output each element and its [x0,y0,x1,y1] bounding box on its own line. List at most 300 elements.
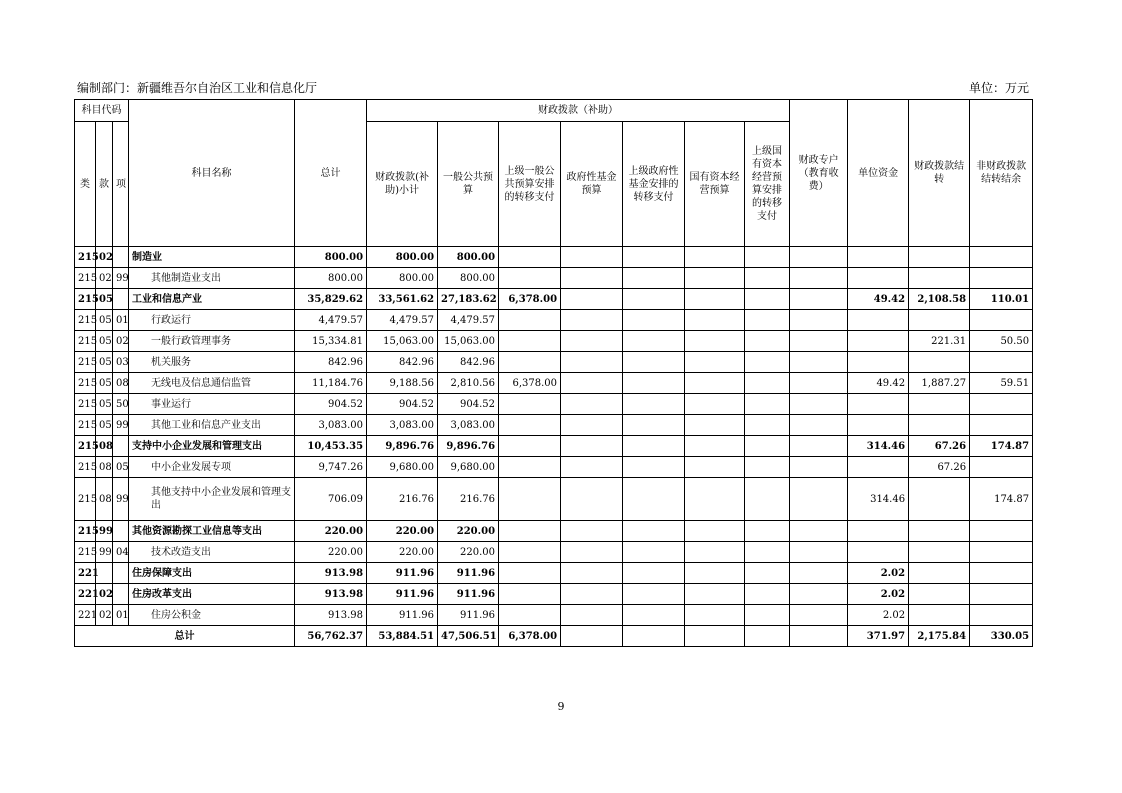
code-kuan: 05 [96,352,113,373]
cell-upper-state [745,521,790,542]
cell-special [790,373,848,394]
code-xiang: 08 [113,373,129,394]
code-xiang: 01 [113,605,129,626]
cell-unit-funds: 49.42 [848,289,909,310]
table-row [75,310,1033,331]
code-xiang: 01 [113,310,129,331]
code-lei: 215 [75,394,96,415]
cell-upper-gov-fund [623,605,685,626]
cell-unit-funds: 314.46 [848,478,909,521]
cell-subtotal: 220.00 [367,542,438,563]
cell-state-capital [685,457,745,478]
code-kuan: 05 [96,331,113,352]
cell-subtotal: 9,680.00 [367,457,438,478]
table-row [75,542,1033,563]
cell-upper-state [745,415,790,436]
cell-grant-carry [909,310,970,331]
table-row [75,436,1033,457]
cell-grant-carry: 67.26 [909,457,970,478]
cell-unit-funds: 2.02 [848,605,909,626]
cell-non-grant [970,605,1033,626]
cell-upper-gov-fund [623,478,685,521]
cell-upper-state [745,542,790,563]
item-name: 其他支持中小企业发展和管理支出 [129,478,295,521]
cell-upper-state [745,352,790,373]
cell-special [790,563,848,584]
cell-unit-funds [848,331,909,352]
cell-upper-state [745,394,790,415]
cell-non-grant [970,394,1033,415]
cell-upper-general [499,415,561,436]
cell-upper-general: 6,378.00 [499,373,561,394]
cell-subtotal: 911.96 [367,563,438,584]
item-name: 住房改革支出 [129,584,295,605]
cell-upper-gov-fund [623,289,685,310]
code-kuan: 02 [96,268,113,289]
table-row [75,268,1033,289]
cell-state-capital [685,268,745,289]
cell-gov-fund [561,268,623,289]
code-xiang: 03 [113,352,129,373]
page-number: 9 [557,700,565,713]
cell-upper-gov-fund [623,352,685,373]
code-xiang [113,436,129,457]
table-row [75,394,1033,415]
cell-upper-gov-fund [623,563,685,584]
code-lei: 221 [75,563,96,584]
code-lei: 221 [75,584,96,605]
header-kuan: 款 [96,122,113,247]
cell-unit-funds: 314.46 [848,436,909,457]
table-row [75,247,1033,268]
cell-general: 9,680.00 [438,457,499,478]
cell-upper-general [499,457,561,478]
cell-upper-gov-fund [623,584,685,605]
cell-gov-fund [561,605,623,626]
cell-upper-gov-fund [623,331,685,352]
item-name: 技术改造支出 [129,542,295,563]
budget-table [74,99,1033,647]
cell-unit-funds [848,352,909,373]
header-upper-gov-fund-transfer: 上级政府性基金安排的转移支付 [623,122,685,247]
code-xiang [113,247,129,268]
cell-subtotal: 800.00 [367,268,438,289]
code-xiang: 05 [113,457,129,478]
cell-special [790,457,848,478]
cell-upper-state [745,268,790,289]
header-upper-general-transfer: 上级一般公共预算安排的转移支付 [499,122,561,247]
cell-upper-state [745,563,790,584]
cell-special [790,247,848,268]
cell-special [790,584,848,605]
cell-subtotal: 4,479.57 [367,310,438,331]
cell-special [790,268,848,289]
table-row [75,289,1033,310]
cell-grant-carry [909,584,970,605]
cell-upper-gov-fund [623,394,685,415]
code-lei: 215 [75,247,96,268]
cell-upper-state [745,436,790,457]
cell-non-grant [970,247,1033,268]
code-xiang [113,289,129,310]
cell-unit-funds [848,310,909,331]
cell-grant-carry [909,521,970,542]
cell-general: 3,083.00 [438,415,499,436]
cell-upper-state [745,478,790,521]
code-xiang [113,563,129,584]
cell-unit-funds [848,247,909,268]
cell-non-grant [970,268,1033,289]
cell-non-grant [970,457,1033,478]
total-upper-general: 6,378.00 [499,626,561,647]
cell-special [790,352,848,373]
cell-gov-fund [561,331,623,352]
cell-special [790,394,848,415]
cell-state-capital [685,542,745,563]
cell-subtotal: 9,188.56 [367,373,438,394]
total-unit-funds: 371.97 [848,626,909,647]
item-name: 支持中小企业发展和管理支出 [129,436,295,457]
code-kuan: 08 [96,478,113,521]
code-kuan: 05 [96,394,113,415]
cell-non-grant [970,584,1033,605]
cell-general: 904.52 [438,394,499,415]
cell-total: 913.98 [295,584,367,605]
cell-grant-carry [909,415,970,436]
cell-gov-fund [561,310,623,331]
header-code-group: 科目代码 [75,100,129,122]
item-name: 行政运行 [129,310,295,331]
cell-unit-funds [848,457,909,478]
cell-non-grant [970,542,1033,563]
item-name: 无线电及信息通信监管 [129,373,295,394]
item-name: 住房保障支出 [129,563,295,584]
code-lei: 215 [75,415,96,436]
total-upper-state [745,626,790,647]
item-name: 住房公积金 [129,605,295,626]
code-xiang: 99 [113,268,129,289]
header-special-edu: 财政专户（教育收费） [790,100,848,247]
code-xiang: 02 [113,331,129,352]
item-name: 工业和信息产业 [129,289,295,310]
cell-grant-carry: 221.31 [909,331,970,352]
cell-non-grant [970,352,1033,373]
code-lei: 215 [75,373,96,394]
code-kuan: 02 [96,247,113,268]
item-name: 其他工业和信息产业支出 [129,415,295,436]
cell-general: 220.00 [438,542,499,563]
cell-state-capital [685,247,745,268]
cell-total: 800.00 [295,268,367,289]
total-state-capital [685,626,745,647]
cell-general: 220.00 [438,521,499,542]
cell-special [790,521,848,542]
header-unit-funds: 单位资金 [848,100,909,247]
cell-unit-funds [848,268,909,289]
cell-general: 9,896.76 [438,436,499,457]
cell-state-capital [685,373,745,394]
table-row [75,605,1033,626]
cell-unit-funds [848,542,909,563]
cell-total: 35,829.62 [295,289,367,310]
cell-grant-carry [909,247,970,268]
cell-gov-fund [561,289,623,310]
total-gov-fund [561,626,623,647]
cell-state-capital [685,310,745,331]
code-xiang [113,521,129,542]
header-general-budget: 一般公共预算 [438,122,499,247]
cell-unit-funds: 2.02 [848,563,909,584]
total-grant-carry: 2,175.84 [909,626,970,647]
total-label: 总计 [75,626,295,647]
total-total: 56,762.37 [295,626,367,647]
cell-non-grant: 50.50 [970,331,1033,352]
cell-upper-state [745,457,790,478]
cell-subtotal: 904.52 [367,394,438,415]
cell-grant-carry: 67.26 [909,436,970,457]
code-xiang: 99 [113,415,129,436]
cell-special [790,436,848,457]
table-row [75,563,1033,584]
cell-unit-funds: 49.42 [848,373,909,394]
cell-general: 15,063.00 [438,331,499,352]
cell-upper-general [499,268,561,289]
header-grant-group: 财政拨款（补助） [367,100,790,122]
cell-grant-carry [909,563,970,584]
cell-upper-gov-fund [623,457,685,478]
code-xiang: 04 [113,542,129,563]
item-name: 一般行政管理事务 [129,331,295,352]
header-lei: 类 [75,122,96,247]
cell-upper-gov-fund [623,521,685,542]
cell-gov-fund [561,521,623,542]
table-row [75,352,1033,373]
code-lei: 215 [75,268,96,289]
cell-subtotal: 911.96 [367,584,438,605]
cell-gov-fund [561,584,623,605]
cell-state-capital [685,415,745,436]
cell-upper-gov-fund [623,247,685,268]
cell-subtotal: 9,896.76 [367,436,438,457]
cell-state-capital [685,563,745,584]
header-non-grant-carryover: 非财政拨款结转结余 [970,100,1033,247]
code-lei: 215 [75,289,96,310]
header-gov-fund: 政府性基金预算 [561,122,623,247]
cell-total: 220.00 [295,521,367,542]
cell-grant-carry [909,268,970,289]
item-name: 事业运行 [129,394,295,415]
code-lei: 215 [75,352,96,373]
total-upper-gov-fund [623,626,685,647]
cell-non-grant [970,563,1033,584]
total-special [790,626,848,647]
header-upper-state-capital-transfer: 上级国有资本经营预算安排的转移支付 [745,122,790,247]
cell-total: 842.96 [295,352,367,373]
item-name: 机关服务 [129,352,295,373]
code-kuan: 99 [96,521,113,542]
table-row [75,521,1033,542]
cell-special [790,605,848,626]
cell-special [790,331,848,352]
cell-total: 10,453.35 [295,436,367,457]
code-xiang: 99 [113,478,129,521]
cell-special [790,415,848,436]
cell-non-grant [970,521,1033,542]
cell-grant-carry: 2,108.58 [909,289,970,310]
cell-gov-fund [561,542,623,563]
cell-non-grant: 174.87 [970,478,1033,521]
cell-upper-gov-fund [623,415,685,436]
cell-special [790,289,848,310]
item-name: 其他资源勘探工业信息等支出 [129,521,295,542]
cell-gov-fund [561,415,623,436]
cell-grant-carry: 1,887.27 [909,373,970,394]
cell-non-grant: 59.51 [970,373,1033,394]
table-row [75,331,1033,352]
cell-upper-state [745,605,790,626]
cell-state-capital [685,605,745,626]
cell-total: 913.98 [295,605,367,626]
cell-subtotal: 216.76 [367,478,438,521]
cell-total: 4,479.57 [295,310,367,331]
cell-gov-fund [561,436,623,457]
total-subtotal: 53,884.51 [367,626,438,647]
cell-upper-general [499,331,561,352]
cell-total: 904.52 [295,394,367,415]
cell-upper-state [745,289,790,310]
cell-upper-general [499,310,561,331]
cell-general: 911.96 [438,563,499,584]
cell-unit-funds [848,521,909,542]
cell-state-capital [685,521,745,542]
code-xiang [113,584,129,605]
cell-unit-funds [848,415,909,436]
cell-upper-general [499,352,561,373]
header-state-capital: 国有资本经营预算 [685,122,745,247]
unit-label: 单位：万元 [968,81,1029,95]
cell-upper-general [499,542,561,563]
cell-total: 706.09 [295,478,367,521]
cell-gov-fund [561,457,623,478]
code-kuan: 99 [96,542,113,563]
code-kuan: 02 [96,605,113,626]
cell-gov-fund [561,352,623,373]
cell-upper-gov-fund [623,542,685,563]
cell-non-grant [970,310,1033,331]
code-lei: 215 [75,478,96,521]
code-kuan: 08 [96,457,113,478]
cell-upper-general [499,247,561,268]
cell-general: 4,479.57 [438,310,499,331]
code-xiang: 50 [113,394,129,415]
cell-gov-fund [561,394,623,415]
cell-subtotal: 15,063.00 [367,331,438,352]
cell-general: 2,810.56 [438,373,499,394]
header-grant-subtotal: 财政拨款(补助)小计 [367,122,438,247]
cell-subtotal: 33,561.62 [367,289,438,310]
cell-upper-general [499,394,561,415]
cell-state-capital [685,478,745,521]
cell-state-capital [685,394,745,415]
table-row [75,373,1033,394]
cell-general: 216.76 [438,478,499,521]
code-lei: 215 [75,521,96,542]
cell-special [790,310,848,331]
table-row [75,584,1033,605]
cell-state-capital [685,436,745,457]
code-kuan: 05 [96,373,113,394]
cell-general: 800.00 [438,247,499,268]
item-name: 制造业 [129,247,295,268]
cell-general: 911.96 [438,605,499,626]
table-row [75,478,1033,521]
cell-state-capital [685,584,745,605]
table-row [75,415,1033,436]
cell-state-capital [685,331,745,352]
cell-subtotal: 911.96 [367,605,438,626]
cell-upper-gov-fund [623,310,685,331]
code-lei: 215 [75,310,96,331]
cell-upper-general [499,605,561,626]
item-name: 中小企业发展专项 [129,457,295,478]
code-kuan: 05 [96,310,113,331]
cell-total: 11,184.76 [295,373,367,394]
cell-unit-funds [848,394,909,415]
cell-upper-general [499,478,561,521]
total-general: 47,506.51 [438,626,499,647]
compiling-department: 编制部门：新疆维吾尔自治区工业和信息化厅 [77,81,318,95]
cell-grant-carry [909,394,970,415]
cell-upper-state [745,310,790,331]
cell-upper-general [499,584,561,605]
cell-upper-gov-fund [623,268,685,289]
header-name: 科目名称 [129,100,295,247]
cell-gov-fund [561,563,623,584]
cell-non-grant: 174.87 [970,436,1033,457]
cell-upper-state [745,373,790,394]
cell-gov-fund [561,247,623,268]
code-lei: 215 [75,331,96,352]
header-grant-carryover: 财政拨款结转 [909,100,970,247]
header-total: 总计 [295,100,367,247]
code-kuan: 02 [96,584,113,605]
cell-upper-state [745,247,790,268]
cell-upper-gov-fund [623,436,685,457]
cell-special [790,542,848,563]
table-row [75,457,1033,478]
cell-total: 800.00 [295,247,367,268]
cell-upper-general [499,563,561,584]
cell-upper-general [499,521,561,542]
cell-upper-general [499,436,561,457]
cell-total: 220.00 [295,542,367,563]
cell-general: 911.96 [438,584,499,605]
total-non-grant: 330.05 [970,626,1033,647]
code-lei: 221 [75,605,96,626]
header-xiang: 项 [113,122,129,247]
code-lei: 215 [75,436,96,457]
cell-total: 913.98 [295,563,367,584]
cell-upper-state [745,331,790,352]
cell-grant-carry [909,478,970,521]
code-kuan: 08 [96,436,113,457]
cell-grant-carry [909,605,970,626]
cell-subtotal: 3,083.00 [367,415,438,436]
cell-general: 27,183.62 [438,289,499,310]
cell-subtotal: 800.00 [367,247,438,268]
code-lei: 215 [75,457,96,478]
cell-state-capital [685,352,745,373]
